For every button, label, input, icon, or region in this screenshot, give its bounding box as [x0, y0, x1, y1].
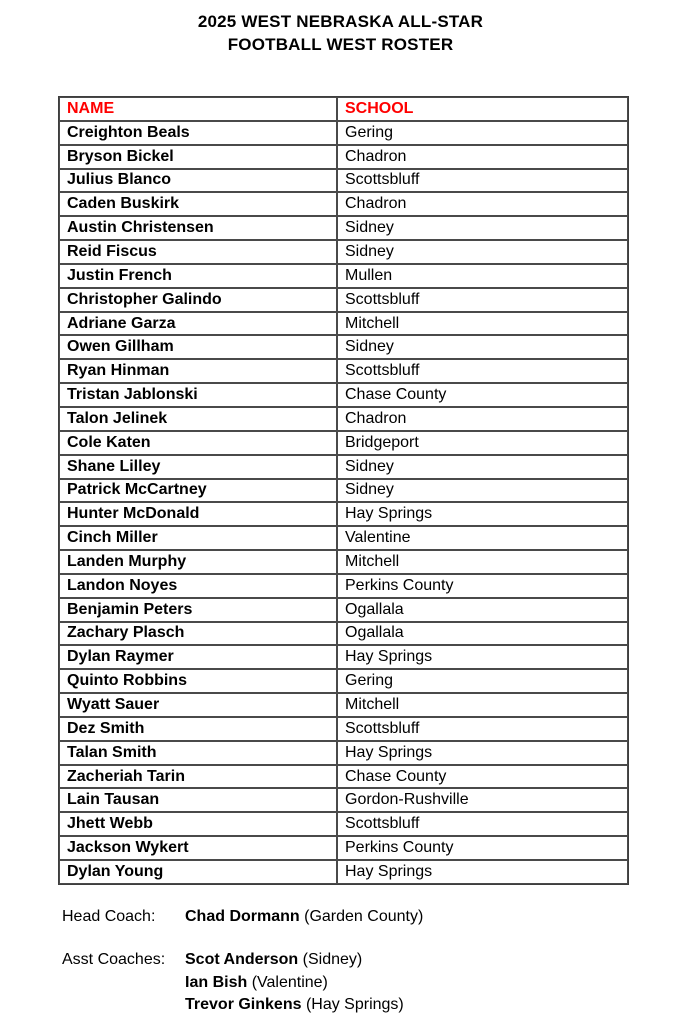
player-school-cell: Bridgeport	[337, 431, 628, 455]
player-school-cell: Scottsbluff	[337, 359, 628, 383]
table-row	[59, 192, 628, 216]
player-name-cell: Benjamin Peters	[59, 598, 337, 622]
player-school-cell: Hay Springs	[337, 860, 628, 884]
player-school-cell: Hay Springs	[337, 645, 628, 669]
player-school-cell: Hay Springs	[337, 741, 628, 765]
player-name-cell: Bryson Bickel	[59, 145, 337, 169]
table-row	[59, 455, 628, 479]
table-row	[59, 526, 628, 550]
player-name-cell: Landen Murphy	[59, 550, 337, 574]
player-school-cell: Mitchell	[337, 312, 628, 336]
page-title	[0, 0, 681, 56]
table-row	[59, 574, 628, 598]
player-school-cell: Sidney	[337, 216, 628, 240]
head-coach-school: (Garden County)	[304, 907, 424, 925]
player-school-cell: Scottsbluff	[337, 169, 628, 193]
player-name-cell: Adriane Garza	[59, 312, 337, 336]
player-school-cell: Perkins County	[337, 574, 628, 598]
player-school-cell: Sidney	[337, 240, 628, 264]
player-school-cell: Valentine	[337, 526, 628, 550]
table-row	[59, 121, 628, 145]
roster-table	[58, 96, 629, 885]
table-row	[59, 264, 628, 288]
player-name-cell: Christopher Galindo	[59, 288, 337, 312]
player-name-cell: Ryan Hinman	[59, 359, 337, 383]
player-school-cell: Sidney	[337, 455, 628, 479]
player-school-cell: Chase County	[337, 765, 628, 789]
player-name-cell: Hunter McDonald	[59, 502, 337, 526]
player-name-cell: Dylan Young	[59, 860, 337, 884]
player-school-cell: Gordon-Rushville	[337, 788, 628, 812]
table-row	[59, 550, 628, 574]
asst-coach-name: Trevor Ginkens	[185, 996, 302, 1014]
head-coach-name: Chad Dormann	[185, 907, 300, 925]
table-row	[59, 407, 628, 431]
player-school-cell: Perkins County	[337, 836, 628, 860]
table-row	[59, 622, 628, 646]
asst-coach-school: (Valentine)	[251, 973, 328, 991]
asst-coach-item	[185, 994, 404, 1016]
player-name-cell: Justin French	[59, 264, 337, 288]
asst-coach-name: Scot Anderson	[185, 951, 299, 969]
player-name-cell: Cinch Miller	[59, 526, 337, 550]
player-school-cell: Ogallala	[337, 598, 628, 622]
page-title-line2: FOOTBALL WEST ROSTER	[227, 35, 454, 54]
name-column-header: NAME	[59, 97, 337, 121]
player-name-cell: Zachary Plasch	[59, 622, 337, 646]
player-school-cell: Chadron	[337, 145, 628, 169]
table-row	[59, 836, 628, 860]
player-school-cell: Chadron	[337, 192, 628, 216]
player-name-cell: Shane Lilley	[59, 455, 337, 479]
player-name-cell: Dylan Raymer	[59, 645, 337, 669]
player-school-cell: Sidney	[337, 335, 628, 359]
table-row	[59, 288, 628, 312]
player-school-cell: Hay Springs	[337, 502, 628, 526]
asst-coach-item	[185, 949, 404, 971]
player-name-cell: Lain Tausan	[59, 788, 337, 812]
table-row	[59, 860, 628, 884]
asst-coach-school: (Hay Springs)	[305, 996, 404, 1014]
table-row	[59, 240, 628, 264]
player-name-cell: Cole Katen	[59, 431, 337, 455]
player-name-cell: Caden Buskirk	[59, 192, 337, 216]
table-header-row	[59, 97, 628, 121]
table-row	[59, 359, 628, 383]
page-title-line1: 2025 WEST NEBRASKA ALL-STAR	[197, 12, 484, 31]
player-name-cell: Jackson Wykert	[59, 836, 337, 860]
table-row	[59, 765, 628, 789]
player-school-cell: Gering	[337, 121, 628, 145]
roster-table-body	[59, 121, 628, 884]
table-row	[59, 645, 628, 669]
player-name-cell: Talon Jelinek	[59, 407, 337, 431]
player-school-cell: Scottsbluff	[337, 812, 628, 836]
player-name-cell: Reid Fiscus	[59, 240, 337, 264]
table-row	[59, 145, 628, 169]
player-school-cell: Mitchell	[337, 550, 628, 574]
table-row	[59, 502, 628, 526]
asst-coach-item	[185, 972, 404, 994]
player-school-cell: Scottsbluff	[337, 288, 628, 312]
asst-coaches-row	[62, 949, 681, 1016]
table-row	[59, 479, 628, 503]
player-name-cell: Dez Smith	[59, 717, 337, 741]
table-row	[59, 717, 628, 741]
table-row	[59, 741, 628, 765]
player-name-cell: Julius Blanco	[59, 169, 337, 193]
player-school-cell: Ogallala	[337, 622, 628, 646]
player-name-cell: Tristan Jablonski	[59, 383, 337, 407]
table-row	[59, 598, 628, 622]
table-row	[59, 693, 628, 717]
player-school-cell: Mitchell	[337, 693, 628, 717]
player-school-cell: Chase County	[337, 383, 628, 407]
player-name-cell: Wyatt Sauer	[59, 693, 337, 717]
table-row	[59, 169, 628, 193]
player-name-cell: Landon Noyes	[59, 574, 337, 598]
player-name-cell: Creighton Beals	[59, 121, 337, 145]
head-coach-label: Head Coach:	[62, 907, 156, 925]
player-school-cell: Mullen	[337, 264, 628, 288]
table-row	[59, 335, 628, 359]
player-school-cell: Chadron	[337, 407, 628, 431]
head-coach-row	[62, 906, 681, 928]
player-name-cell: Jhett Webb	[59, 812, 337, 836]
player-name-cell: Austin Christensen	[59, 216, 337, 240]
player-name-cell: Quinto Robbins	[59, 669, 337, 693]
table-row	[59, 788, 628, 812]
player-name-cell: Owen Gillham	[59, 335, 337, 359]
player-name-cell: Zacheriah Tarin	[59, 765, 337, 789]
table-row	[59, 312, 628, 336]
coaches-section	[62, 906, 681, 1017]
table-row	[59, 812, 628, 836]
asst-coach-school: (Sidney)	[302, 951, 363, 969]
school-column-header: SCHOOL	[337, 97, 628, 121]
player-name-cell: Patrick McCartney	[59, 479, 337, 503]
player-school-cell: Sidney	[337, 479, 628, 503]
player-school-cell: Gering	[337, 669, 628, 693]
asst-coach-name: Ian Bish	[185, 973, 248, 991]
table-row	[59, 383, 628, 407]
table-row	[59, 431, 628, 455]
player-school-cell: Scottsbluff	[337, 717, 628, 741]
asst-coaches-list	[185, 949, 404, 1016]
player-name-cell: Talan Smith	[59, 741, 337, 765]
asst-coaches-label: Asst Coaches:	[62, 951, 166, 969]
head-coach-value	[185, 906, 423, 928]
table-row	[59, 669, 628, 693]
table-row	[59, 216, 628, 240]
